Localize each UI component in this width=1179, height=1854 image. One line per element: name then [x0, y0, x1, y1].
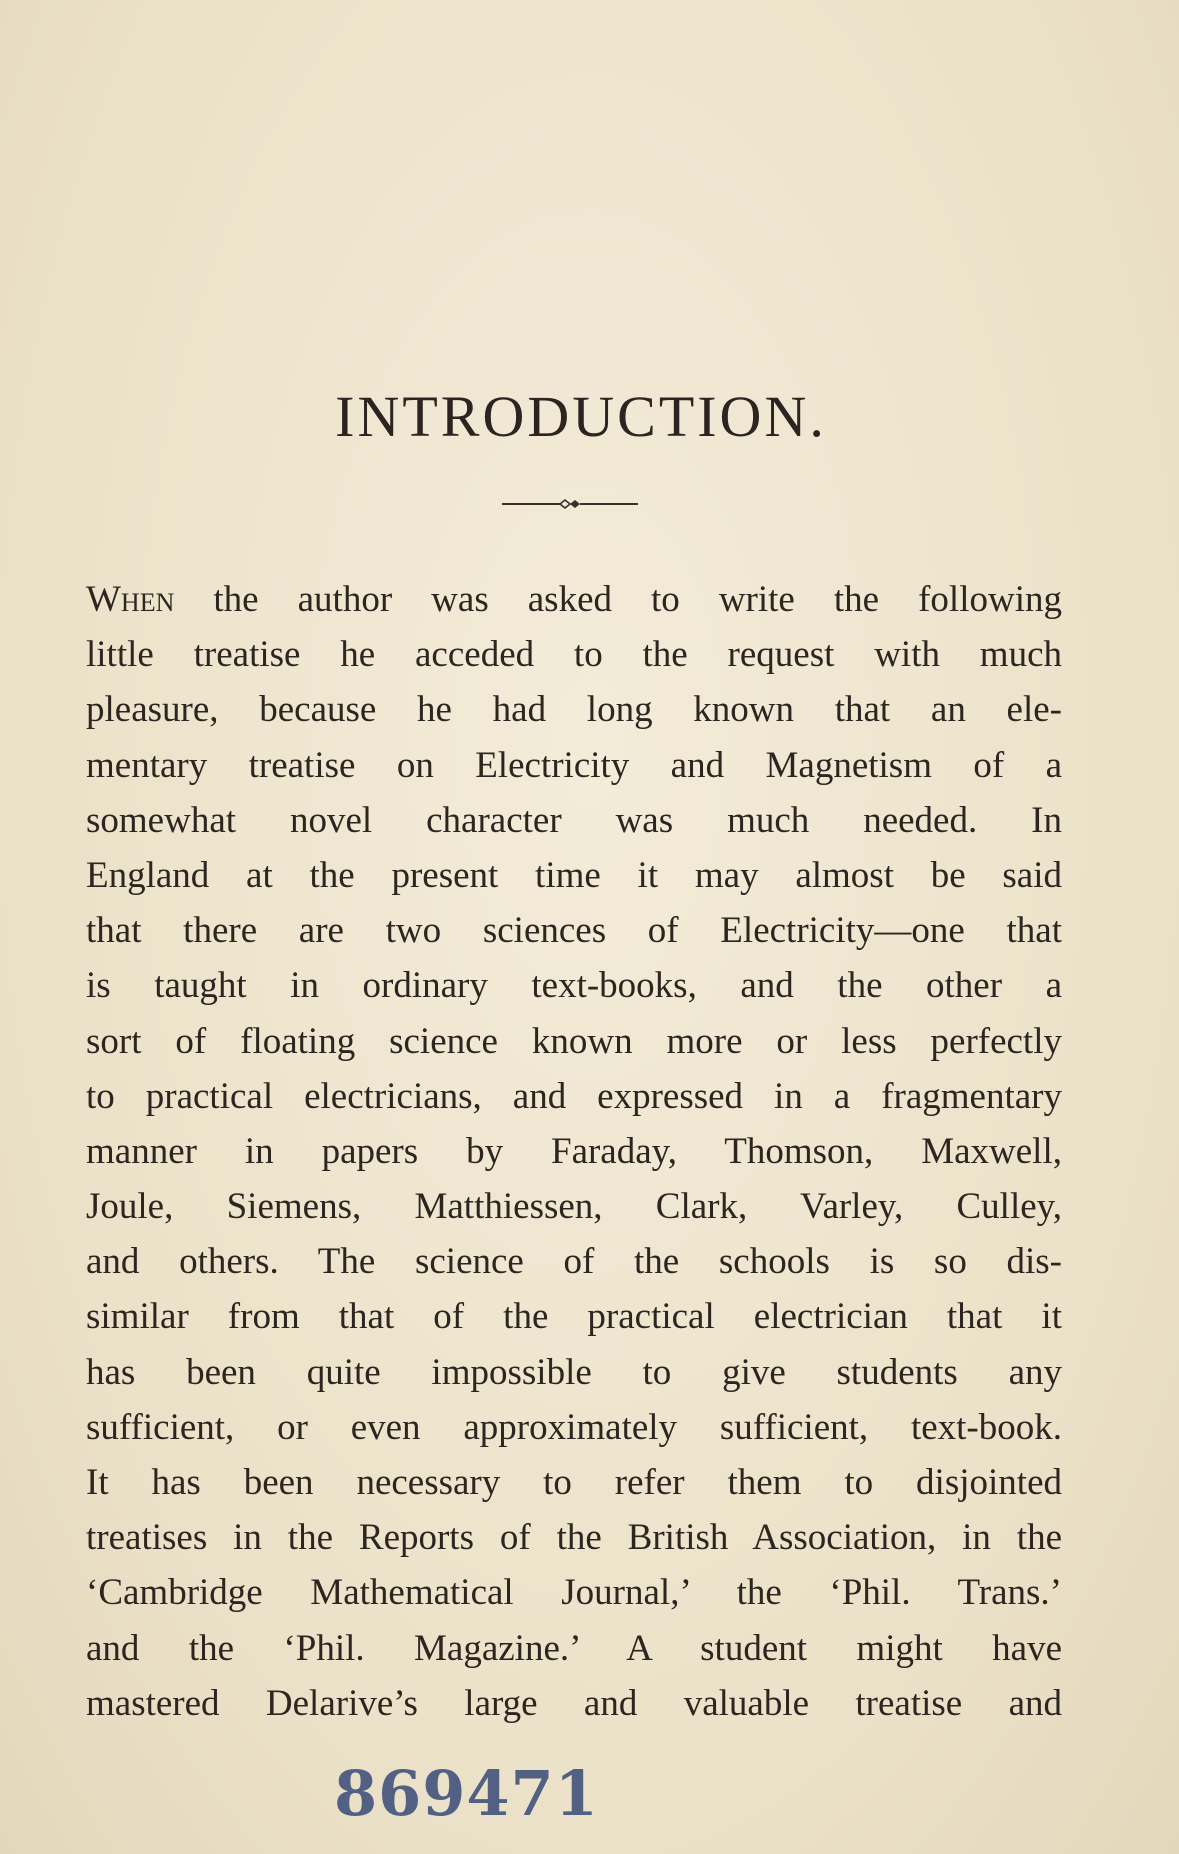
text-line: Joule, Siemens, Matthiessen, Clark, Varley, Culley,: [86, 1186, 1062, 1228]
text-line: pleasure, because he had long known that an ele-: [86, 689, 1062, 731]
text-line: has been quite impossible to give students any: [86, 1351, 1062, 1393]
text-line: somewhat novel character was much needed. In: [86, 799, 1062, 841]
text-line: similar from that of the practical electrician that it: [86, 1296, 1062, 1338]
text-line: to practical electricians, and expressed in a fragmentary: [86, 1075, 1062, 1117]
text-line: ‘Cambridge Mathematical Journal,’ the ‘Phil. Trans.’: [86, 1572, 1062, 1614]
library-stamp: 869471: [334, 1757, 599, 1830]
text-line: and the ‘Phil. Magazine.’ A student might have: [86, 1627, 1062, 1669]
text-line: It has been necessary to refer them to disjointed: [86, 1462, 1062, 1503]
text-line: sufficient, or even approximately sufficient, text-book.: [86, 1406, 1062, 1448]
text-line: little treatise he acceded to the request with much: [86, 634, 1062, 676]
text-line: sort of floating science known more or less perfectly: [86, 1020, 1062, 1062]
text-line: and others. The science of the schools is so dis-: [86, 1241, 1062, 1283]
ornament-divider-icon: [500, 494, 640, 514]
text-line: is taught in ordinary text-books, and the other a: [86, 965, 1062, 1007]
text-line: England at the present time it may almost be said: [86, 854, 1062, 896]
drop-word: When: [86, 579, 175, 620]
text-line: that there are two sciences of Electricity—one that: [86, 910, 1062, 952]
text-line: treatises in the Reports of the British Association, in the: [86, 1517, 1062, 1559]
body-paragraph: [86, 572, 1062, 1731]
page-title: INTRODUCTION.: [335, 384, 827, 449]
text-line: manner in papers by Faraday, Thomson, Maxwell,: [86, 1130, 1062, 1172]
text-line: When the author was asked to write the following: [86, 579, 1062, 620]
text-line: mentary treatise on Electricity and Magnetism of a: [86, 744, 1062, 786]
text-line: mastered Delarive’s large and valuable treatise and: [86, 1682, 1062, 1724]
